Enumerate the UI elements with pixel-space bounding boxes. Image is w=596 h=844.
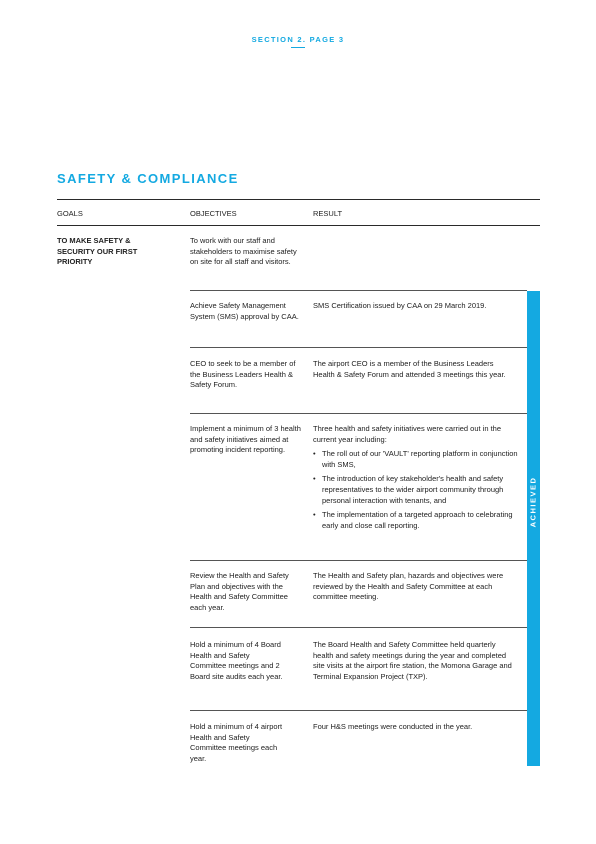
- column-header-objectives: OBJECTIVES: [190, 209, 237, 218]
- page-title: SAFETY & COMPLIANCE: [57, 171, 239, 186]
- table-row-1-objective: Achieve Safety Management System (SMS) approval by CAA.: [190, 301, 299, 321]
- table-row-5-result: The Board Health and Safety Committee held quarterly health and safety meetings during the year and completed site visits at the airport fire station, the Momona Garage and Terminal Expansion Project (TXP).: [313, 640, 512, 681]
- result-bullet-3: • The implementation of a targeted approach to celebrating early and close call reporting.: [322, 510, 518, 531]
- table-top-rule: [57, 199, 540, 200]
- table-row-2-objective: CEO to seek to be a member of the Business Leaders Health & Safety Forum.: [190, 359, 296, 390]
- result-bullet-list: [313, 449, 518, 531]
- row-divider: [190, 560, 527, 561]
- table-row-3-result-intro: Three health and safety initiatives were carried out in the current year including:: [313, 424, 502, 444]
- table-header-rule: [57, 225, 540, 226]
- column-header-goals: GOALS: [57, 209, 83, 218]
- column-header-result: RESULT: [313, 209, 343, 218]
- achieved-status-bar: [527, 291, 540, 766]
- table-row-1-result: SMS Certification issued by CAA on 29 March 2019.: [313, 301, 487, 310]
- achieved-status-label: ACHIEVED: [528, 476, 538, 528]
- goal-objective-text: To work with our staff and stakeholders to maximise safety on site for all staff and visitors.: [190, 236, 297, 267]
- row-divider: [190, 290, 527, 291]
- table-row-3-result: [313, 424, 518, 535]
- section-page-label: SECTION 2. PAGE 3: [251, 35, 345, 44]
- table-row-6-objective: Hold a minimum of 4 airport Health and Safety Committee meetings each year.: [190, 722, 283, 763]
- result-bullet-1: • The roll out of our 'VAULT' reporting platform in conjunction with SMS,: [322, 449, 518, 470]
- goal-text: TO MAKE SAFETY & SECURITY OUR FIRST PRIORITY: [57, 236, 138, 267]
- result-bullet-2: • The introduction of key stakeholder's health and safety representatives to the wider airport community through personal interaction with tenants, and: [322, 474, 518, 506]
- row-divider: [190, 413, 527, 414]
- row-divider: [190, 627, 527, 628]
- row-divider: [190, 347, 527, 348]
- table-row-4-objective: Review the Health and Safety Plan and objectives with the Health and Safety Committee each year.: [190, 571, 289, 612]
- table-row-6-result: Four H&S meetings were conducted in the year.: [313, 722, 473, 731]
- header-underline: [291, 47, 305, 48]
- table-row-4-result: The Health and Safety plan, hazards and objectives were reviewed by the Health and Safety Committee at each committee meeting.: [313, 571, 504, 602]
- table-row-3-objective: Implement a minimum of 3 health and safety initiatives aimed at promoting incident reporting.: [190, 424, 301, 455]
- row-divider: [190, 710, 527, 711]
- table-row-2-result: The airport CEO is a member of the Business Leaders Health & Safety Forum and attended 3 meetings this year.: [313, 359, 506, 379]
- table-row-5-objective: Hold a minimum of 4 Board Health and Safety Committee meetings and 2 Board site audits each year.: [190, 640, 283, 681]
